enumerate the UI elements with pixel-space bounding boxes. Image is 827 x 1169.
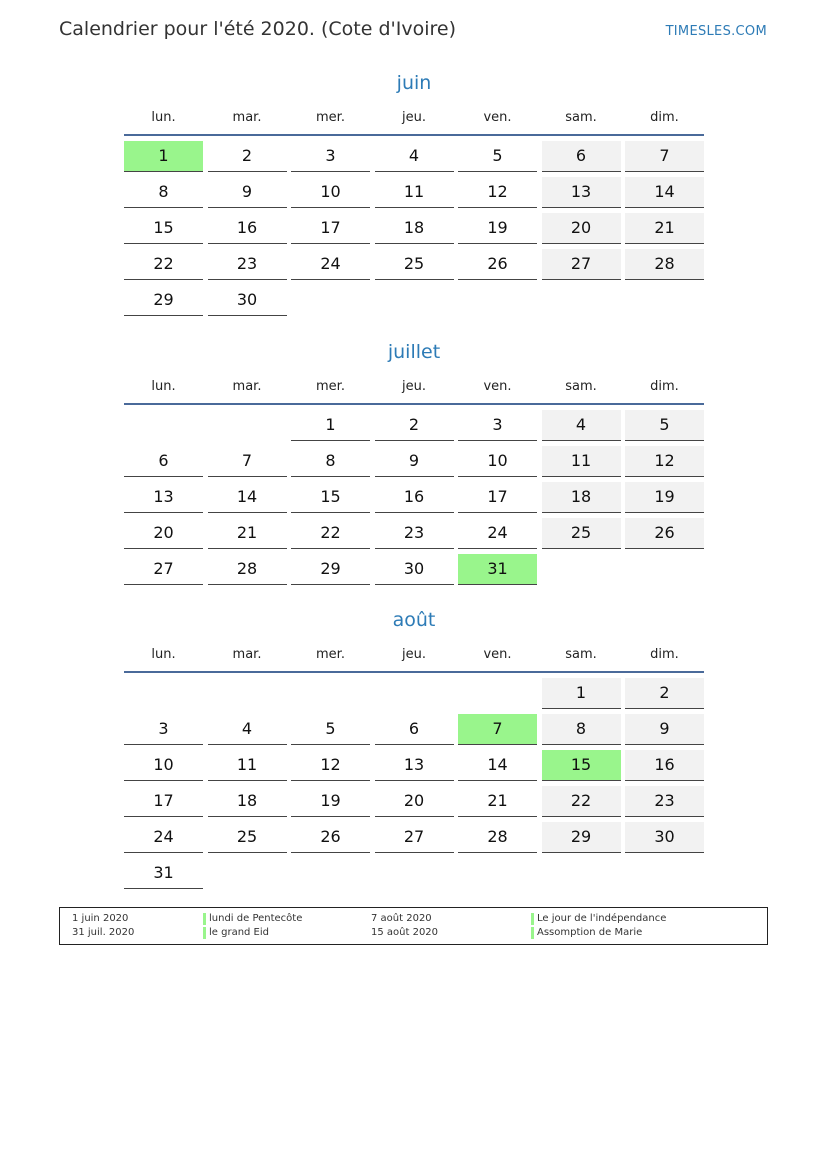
day-cell: 20 bbox=[124, 518, 203, 549]
day-cell: 27 bbox=[124, 554, 203, 585]
day-cell: 21 bbox=[208, 518, 287, 549]
day-cell: 18 bbox=[542, 482, 621, 513]
weekday-label: sam. bbox=[565, 110, 597, 125]
empty-day-cell bbox=[375, 285, 454, 315]
weeks-grid bbox=[124, 141, 704, 321]
holiday-day-cell: 1 bbox=[124, 141, 203, 172]
day-cell: 12 bbox=[291, 750, 370, 781]
legend-date: 31 juil. 2020 bbox=[72, 927, 135, 938]
empty-day-cell bbox=[458, 678, 537, 708]
day-cell: 6 bbox=[375, 714, 454, 745]
day-cell: 25 bbox=[542, 518, 621, 549]
day-cell: 8 bbox=[291, 446, 370, 477]
day-cell: 23 bbox=[625, 786, 704, 817]
brand-link[interactable]: TIMESLES.COM bbox=[665, 24, 767, 39]
weekday-label: lun. bbox=[151, 379, 176, 394]
empty-day-cell bbox=[625, 285, 704, 315]
day-cell: 4 bbox=[208, 714, 287, 745]
legend-item bbox=[531, 927, 761, 939]
day-cell: 17 bbox=[458, 482, 537, 513]
day-cell: 3 bbox=[458, 410, 537, 441]
day-cell: 30 bbox=[208, 285, 287, 316]
week-row bbox=[124, 822, 704, 858]
day-cell: 14 bbox=[625, 177, 704, 208]
day-cell: 10 bbox=[291, 177, 370, 208]
day-cell: 2 bbox=[208, 141, 287, 172]
day-cell: 22 bbox=[542, 786, 621, 817]
legend-date: 1 juin 2020 bbox=[72, 913, 129, 924]
day-cell: 9 bbox=[625, 714, 704, 745]
weekday-label: mer. bbox=[316, 647, 345, 662]
week-row bbox=[124, 446, 704, 482]
empty-day-cell bbox=[625, 858, 704, 888]
day-cell: 3 bbox=[124, 714, 203, 745]
day-cell: 12 bbox=[458, 177, 537, 208]
day-cell: 22 bbox=[124, 249, 203, 280]
week-row bbox=[124, 786, 704, 822]
day-cell: 19 bbox=[625, 482, 704, 513]
legend-item bbox=[203, 927, 363, 939]
weekday-label: ven. bbox=[483, 110, 512, 125]
week-row bbox=[124, 858, 704, 894]
day-cell: 29 bbox=[542, 822, 621, 853]
weekday-header bbox=[124, 645, 704, 673]
day-cell: 10 bbox=[458, 446, 537, 477]
weekday-label: sam. bbox=[565, 379, 597, 394]
day-cell: 30 bbox=[375, 554, 454, 585]
weekday-label: mar. bbox=[232, 379, 262, 394]
weekday-label: mar. bbox=[232, 647, 262, 662]
holiday-legend bbox=[59, 907, 768, 945]
day-cell: 2 bbox=[625, 678, 704, 709]
empty-day-cell bbox=[542, 285, 621, 315]
legend-name: le grand Eid bbox=[209, 927, 270, 938]
day-cell: 19 bbox=[291, 786, 370, 817]
day-cell: 31 bbox=[124, 858, 203, 889]
month-block bbox=[124, 337, 704, 590]
day-cell: 26 bbox=[458, 249, 537, 280]
day-cell: 23 bbox=[375, 518, 454, 549]
day-cell: 29 bbox=[291, 554, 370, 585]
weekday-label: lun. bbox=[151, 647, 176, 662]
empty-day-cell bbox=[375, 858, 454, 888]
day-cell: 11 bbox=[208, 750, 287, 781]
week-row bbox=[124, 213, 704, 249]
legend-date: 15 août 2020 bbox=[371, 927, 439, 938]
weekday-label: lun. bbox=[151, 110, 176, 125]
day-cell: 2 bbox=[375, 410, 454, 441]
empty-day-cell bbox=[208, 858, 287, 888]
month-title: juillet bbox=[387, 341, 441, 363]
holiday-day-cell: 31 bbox=[458, 554, 537, 585]
page-title: Calendrier pour l'été 2020. (Cote d'Ivoire) bbox=[59, 18, 457, 40]
day-cell: 16 bbox=[208, 213, 287, 244]
day-cell: 26 bbox=[625, 518, 704, 549]
day-cell: 24 bbox=[458, 518, 537, 549]
weekday-label: jeu. bbox=[402, 647, 426, 662]
empty-day-cell bbox=[625, 554, 704, 584]
day-cell: 4 bbox=[542, 410, 621, 441]
day-cell: 6 bbox=[542, 141, 621, 172]
day-cell: 20 bbox=[542, 213, 621, 244]
weekday-header bbox=[124, 108, 704, 136]
day-cell: 15 bbox=[124, 213, 203, 244]
week-row bbox=[124, 714, 704, 750]
day-cell: 1 bbox=[542, 678, 621, 709]
legend-name: Le jour de l'indépendance bbox=[537, 913, 667, 924]
weekday-label: dim. bbox=[650, 647, 679, 662]
day-cell: 4 bbox=[375, 141, 454, 172]
week-row bbox=[124, 750, 704, 786]
legend-date: 7 août 2020 bbox=[371, 913, 432, 924]
week-row bbox=[124, 554, 704, 590]
weekday-label: dim. bbox=[650, 110, 679, 125]
day-cell: 23 bbox=[208, 249, 287, 280]
weeks-grid bbox=[124, 678, 704, 894]
day-cell: 16 bbox=[625, 750, 704, 781]
day-cell: 30 bbox=[625, 822, 704, 853]
day-cell: 19 bbox=[458, 213, 537, 244]
day-cell: 17 bbox=[124, 786, 203, 817]
day-cell: 12 bbox=[625, 446, 704, 477]
empty-day-cell bbox=[291, 678, 370, 708]
week-row bbox=[124, 678, 704, 714]
day-cell: 8 bbox=[542, 714, 621, 745]
week-row bbox=[124, 249, 704, 285]
day-cell: 27 bbox=[542, 249, 621, 280]
day-cell: 28 bbox=[625, 249, 704, 280]
month-title: août bbox=[392, 609, 436, 631]
day-cell: 25 bbox=[208, 822, 287, 853]
month-block bbox=[124, 605, 704, 894]
weekday-label: jeu. bbox=[402, 110, 426, 125]
empty-day-cell bbox=[375, 678, 454, 708]
day-cell: 11 bbox=[542, 446, 621, 477]
day-cell: 9 bbox=[375, 446, 454, 477]
day-cell: 28 bbox=[208, 554, 287, 585]
day-cell: 5 bbox=[458, 141, 537, 172]
empty-day-cell bbox=[291, 858, 370, 888]
day-cell: 21 bbox=[458, 786, 537, 817]
day-cell: 17 bbox=[291, 213, 370, 244]
day-cell: 21 bbox=[625, 213, 704, 244]
empty-day-cell bbox=[542, 858, 621, 888]
weekday-label: jeu. bbox=[402, 379, 426, 394]
day-cell: 13 bbox=[542, 177, 621, 208]
day-cell: 27 bbox=[375, 822, 454, 853]
weekday-label: dim. bbox=[650, 379, 679, 394]
holiday-day-cell: 7 bbox=[458, 714, 537, 745]
empty-day-cell bbox=[458, 858, 537, 888]
day-cell: 7 bbox=[625, 141, 704, 172]
day-cell: 7 bbox=[208, 446, 287, 477]
day-cell: 13 bbox=[375, 750, 454, 781]
day-cell: 22 bbox=[291, 518, 370, 549]
week-row bbox=[124, 141, 704, 177]
week-row bbox=[124, 177, 704, 213]
day-cell: 13 bbox=[124, 482, 203, 513]
empty-day-cell bbox=[124, 678, 203, 708]
legend-item bbox=[531, 913, 761, 925]
day-cell: 18 bbox=[375, 213, 454, 244]
week-row bbox=[124, 285, 704, 321]
day-cell: 8 bbox=[124, 177, 203, 208]
empty-day-cell bbox=[542, 554, 621, 584]
weekday-label: mar. bbox=[232, 110, 262, 125]
week-row bbox=[124, 482, 704, 518]
day-cell: 28 bbox=[458, 822, 537, 853]
day-cell: 3 bbox=[291, 141, 370, 172]
empty-day-cell bbox=[208, 410, 287, 440]
weekday-label: sam. bbox=[565, 647, 597, 662]
empty-day-cell bbox=[291, 285, 370, 315]
legend-name: lundi de Pentecôte bbox=[209, 913, 303, 924]
day-cell: 1 bbox=[291, 410, 370, 441]
month-title: juin bbox=[396, 72, 432, 94]
weekday-label: mer. bbox=[316, 379, 345, 394]
day-cell: 24 bbox=[124, 822, 203, 853]
day-cell: 5 bbox=[291, 714, 370, 745]
legend-name: Assomption de Marie bbox=[537, 927, 643, 938]
empty-day-cell bbox=[458, 285, 537, 315]
weekday-label: ven. bbox=[483, 379, 512, 394]
holiday-day-cell: 15 bbox=[542, 750, 621, 781]
weeks-grid bbox=[124, 410, 704, 590]
day-cell: 11 bbox=[375, 177, 454, 208]
week-row bbox=[124, 518, 704, 554]
day-cell: 24 bbox=[291, 249, 370, 280]
day-cell: 10 bbox=[124, 750, 203, 781]
empty-day-cell bbox=[208, 678, 287, 708]
weekday-label: ven. bbox=[483, 647, 512, 662]
weekday-label: mer. bbox=[316, 110, 345, 125]
empty-day-cell bbox=[124, 410, 203, 440]
month-block bbox=[124, 68, 704, 321]
day-cell: 6 bbox=[124, 446, 203, 477]
day-cell: 15 bbox=[291, 482, 370, 513]
day-cell: 9 bbox=[208, 177, 287, 208]
day-cell: 20 bbox=[375, 786, 454, 817]
week-row bbox=[124, 410, 704, 446]
day-cell: 29 bbox=[124, 285, 203, 316]
day-cell: 16 bbox=[375, 482, 454, 513]
day-cell: 18 bbox=[208, 786, 287, 817]
day-cell: 25 bbox=[375, 249, 454, 280]
weekday-header bbox=[124, 377, 704, 405]
day-cell: 5 bbox=[625, 410, 704, 441]
day-cell: 14 bbox=[208, 482, 287, 513]
day-cell: 26 bbox=[291, 822, 370, 853]
legend-item bbox=[203, 913, 363, 925]
day-cell: 14 bbox=[458, 750, 537, 781]
